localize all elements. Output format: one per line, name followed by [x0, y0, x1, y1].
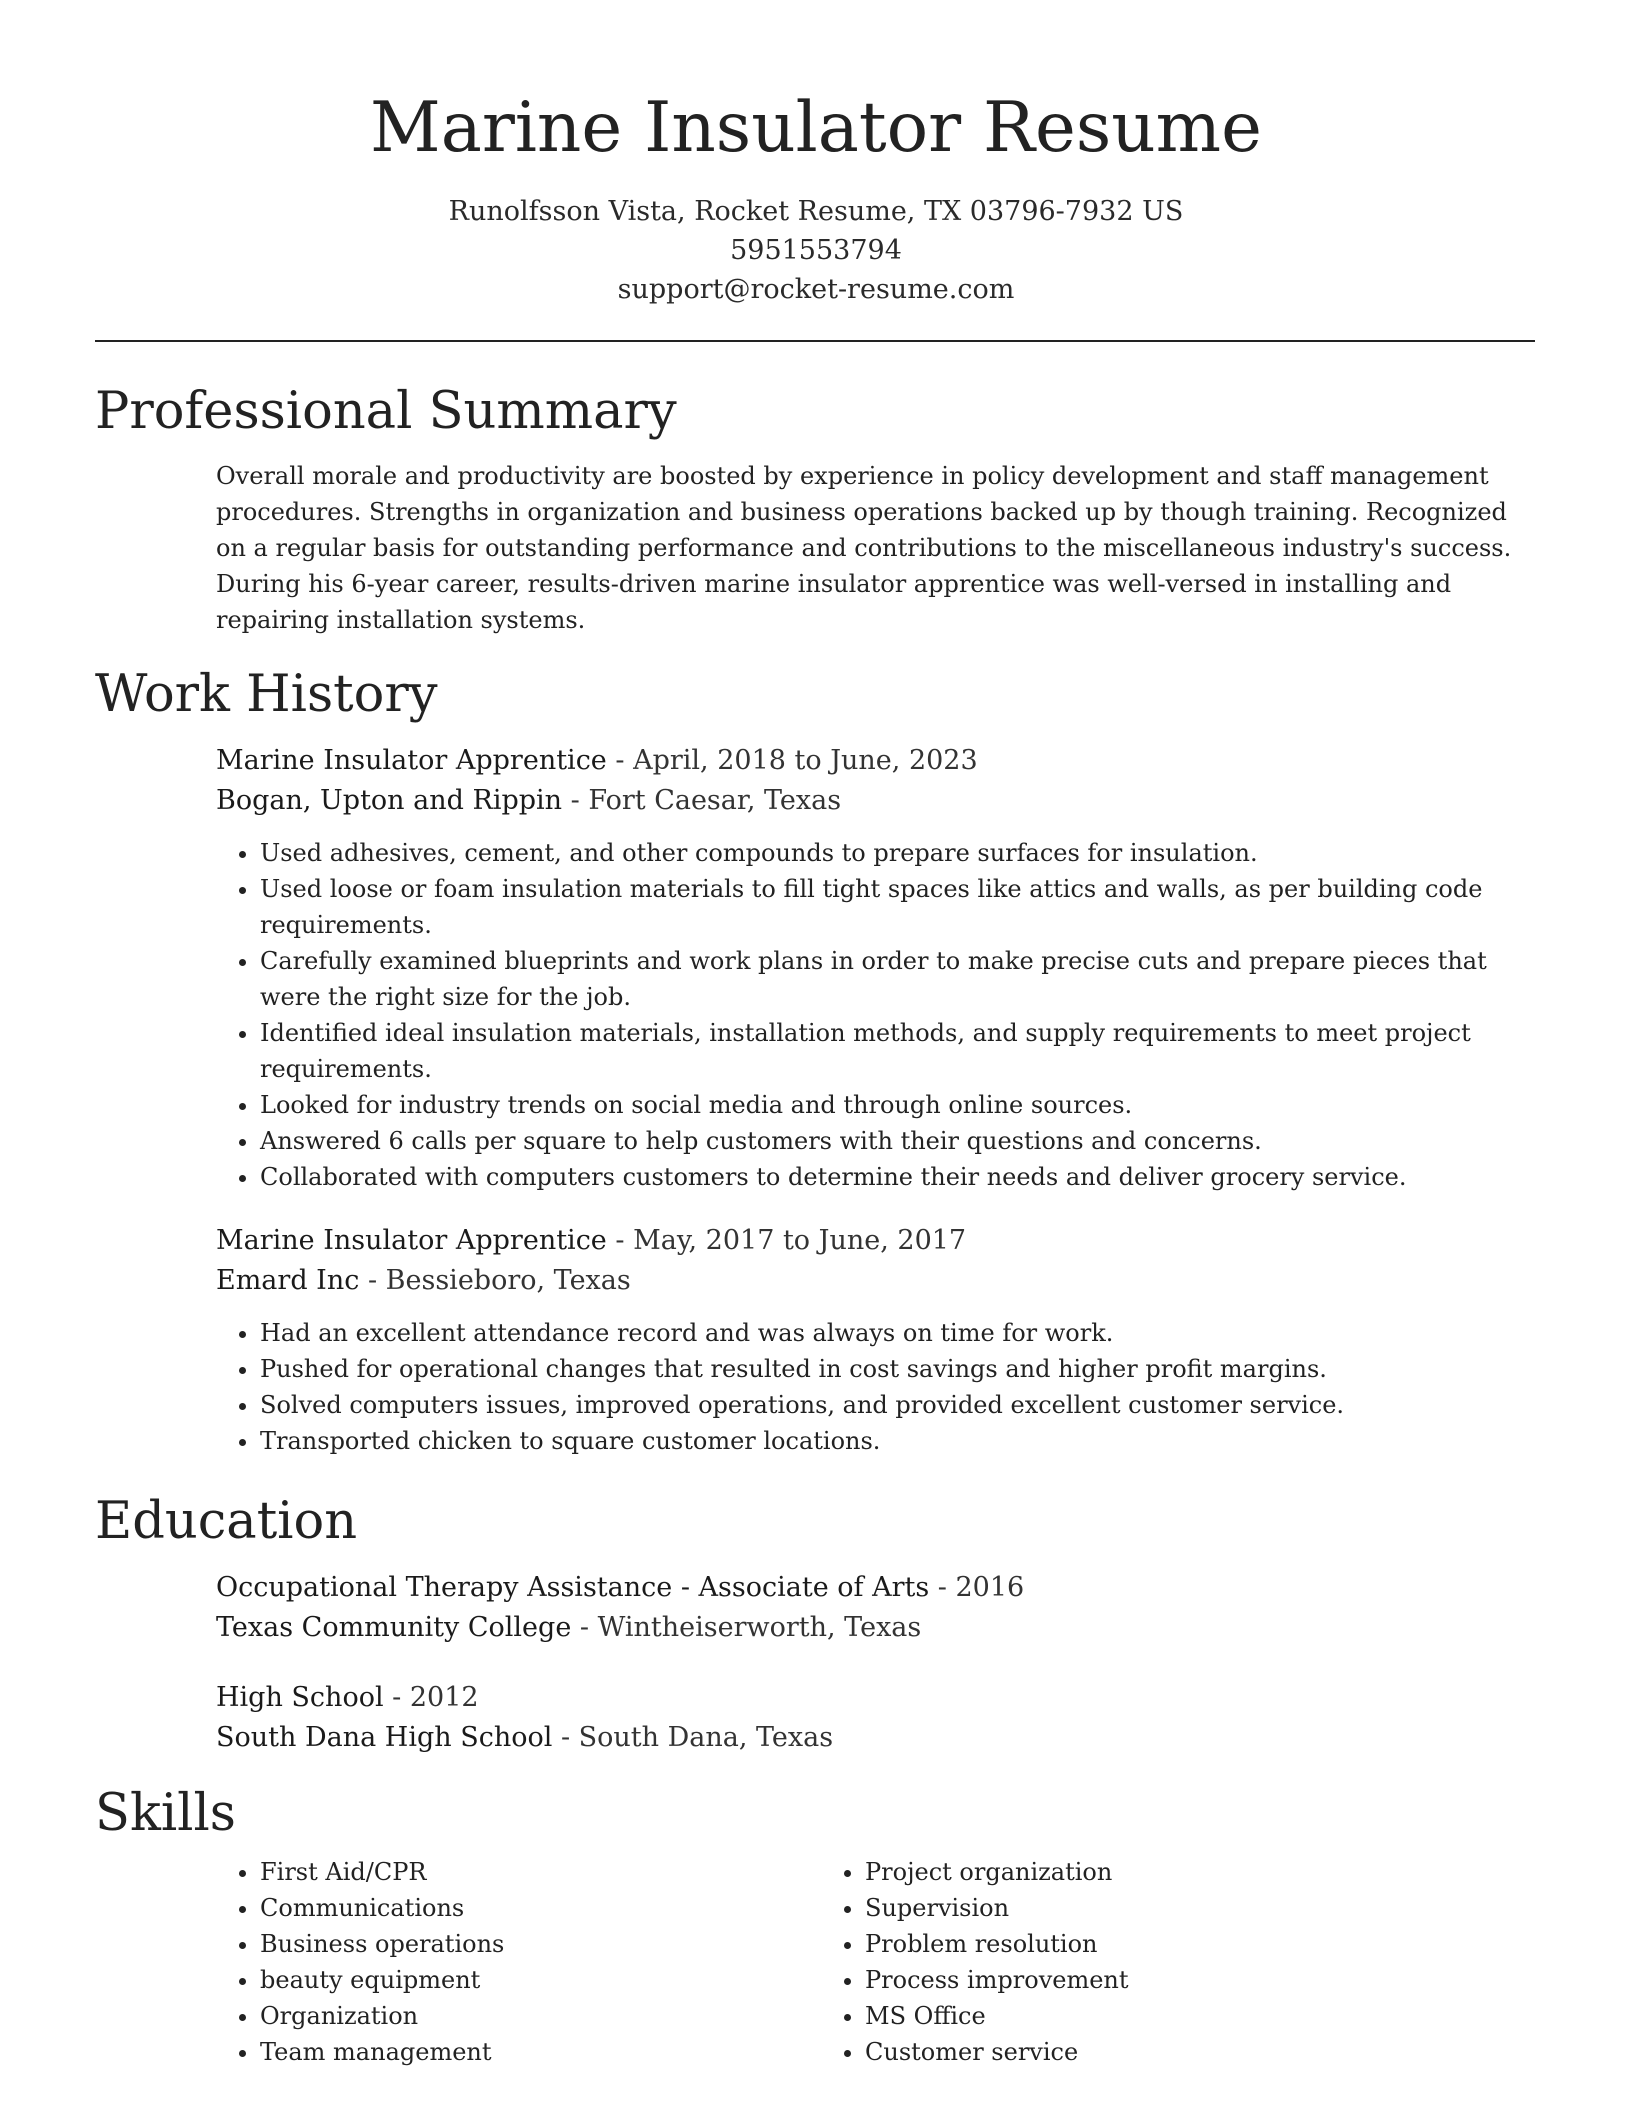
list-item: • Identified ideal insulation materials, installation methods, and supply requirements to meet project requirements.: [260, 1015, 1535, 1087]
skill-item: • MS Office: [865, 1998, 1471, 2034]
summary-heading: Professional Summary: [95, 382, 677, 441]
skill-item: • Project organization: [865, 1854, 1471, 1890]
job-location: - Bessieboro, Texas: [359, 1265, 631, 1296]
list-item: • Pushed for operational changes that resulted in cost savings and higher profit margins.: [260, 1351, 1535, 1387]
skill-item: • Communications: [260, 1890, 821, 1926]
education-year: - 2016: [929, 1572, 1025, 1603]
education-school: South Dana High School: [216, 1722, 553, 1753]
skills-list-left: [216, 1854, 821, 2070]
education-degree: High School: [216, 1682, 384, 1713]
education-entry: [216, 1568, 1535, 1648]
summary-text: Overall morale and productivity are boosted by experience in policy development and staff management procedures. Strengths in organization and business operations backed up by though training. Recognized on a regular basis for outstanding performance and contributions to the miscellaneous industry's success. During his 6-year career, results-driven marine insulator apprentice was well-versed in installing and repairing installation systems.: [216, 462, 1512, 634]
job-dates: - May, 2017 to June, 2017: [606, 1225, 967, 1256]
skill-item: • Supervision: [865, 1890, 1471, 1926]
skills-heading: Skills: [95, 1784, 236, 1843]
job-entry: [216, 741, 1535, 1195]
job-company-line: [216, 1261, 1535, 1301]
education-degree-line: [216, 1568, 1535, 1608]
skill-item: • Process improvement: [865, 1962, 1471, 1998]
education-school-line: [216, 1718, 1535, 1758]
skill-item: • Business operations: [260, 1926, 821, 1962]
resume-title: Marine Insulator Resume: [370, 88, 1262, 168]
skills-section: [95, 1782, 1535, 2070]
education-year: - 2012: [383, 1682, 479, 1713]
list-item: • Looked for industry trends on social media and through online sources.: [260, 1087, 1535, 1123]
skill-item: • Team management: [260, 2034, 821, 2070]
skill-item: • Customer service: [865, 2034, 1471, 2070]
list-item: • Used loose or foam insulation materials to fill tight spaces like attics and walls, as per building code requirements.: [260, 871, 1535, 943]
education-location: - Wintheiserworth, Texas: [571, 1612, 922, 1643]
education-degree-line: [216, 1678, 1535, 1718]
skill-item: • Problem resolution: [865, 1926, 1471, 1962]
contact-address: Runolfsson Vista, Rocket Resume, TX 03796-7932 US: [448, 196, 1184, 227]
job-title-line: [216, 1221, 1535, 1261]
skills-list-right: [821, 1854, 1471, 2070]
education-degree: Occupational Therapy Assistance - Associate of Arts: [216, 1572, 930, 1603]
work-history-heading: Work History: [95, 665, 438, 724]
list-item: • Collaborated with computers customers to determine their needs and deliver grocery service.: [260, 1159, 1535, 1195]
education-heading: Education: [95, 1492, 358, 1551]
resume-header: [0, 82, 1632, 309]
education-school-line: [216, 1608, 1535, 1648]
job-title-line: [216, 741, 1535, 781]
contact-info: [0, 192, 1632, 309]
skill-item: • beauty equipment: [260, 1962, 821, 1998]
work-history-section: [95, 663, 1535, 1459]
job-title: Marine Insulator Apprentice: [216, 745, 607, 776]
list-item: • Solved computers issues, improved operations, and provided excellent customer service.: [260, 1387, 1535, 1423]
list-item: • Had an excellent attendance record and was always on time for work.: [260, 1315, 1535, 1351]
job-bullets: [216, 835, 1535, 1195]
skill-item: • Organization: [260, 1998, 821, 2034]
job-company-line: [216, 781, 1535, 821]
header-divider: [95, 340, 1535, 342]
job-location: - Fort Caesar, Texas: [562, 785, 842, 816]
education-school: Texas Community College: [216, 1612, 572, 1643]
skills-columns: [216, 1854, 1535, 2070]
contact-email: support@rocket-resume.com: [617, 274, 1015, 305]
education-entry: [216, 1678, 1535, 1758]
list-item: • Answered 6 calls per square to help customers with their questions and concerns.: [260, 1123, 1535, 1159]
education-location: - South Dana, Texas: [552, 1722, 834, 1753]
job-company: Bogan, Upton and Rippin: [216, 785, 563, 816]
summary-section: [95, 380, 1535, 638]
job-entry: [216, 1221, 1535, 1459]
education-section: [95, 1490, 1535, 1758]
skill-item: • First Aid/CPR: [260, 1854, 821, 1890]
job-bullets: [216, 1315, 1535, 1459]
list-item: • Carefully examined blueprints and work plans in order to make precise cuts and prepare pieces that were the right size for the job.: [260, 943, 1535, 1015]
list-item: • Transported chicken to square customer locations.: [260, 1423, 1535, 1459]
job-dates: - April, 2018 to June, 2023: [606, 745, 978, 776]
job-title: Marine Insulator Apprentice: [216, 1225, 607, 1256]
job-company: Emard Inc: [216, 1265, 360, 1296]
contact-phone: 5951553794: [730, 235, 902, 266]
list-item: • Used adhesives, cement, and other compounds to prepare surfaces for insulation.: [260, 835, 1535, 871]
